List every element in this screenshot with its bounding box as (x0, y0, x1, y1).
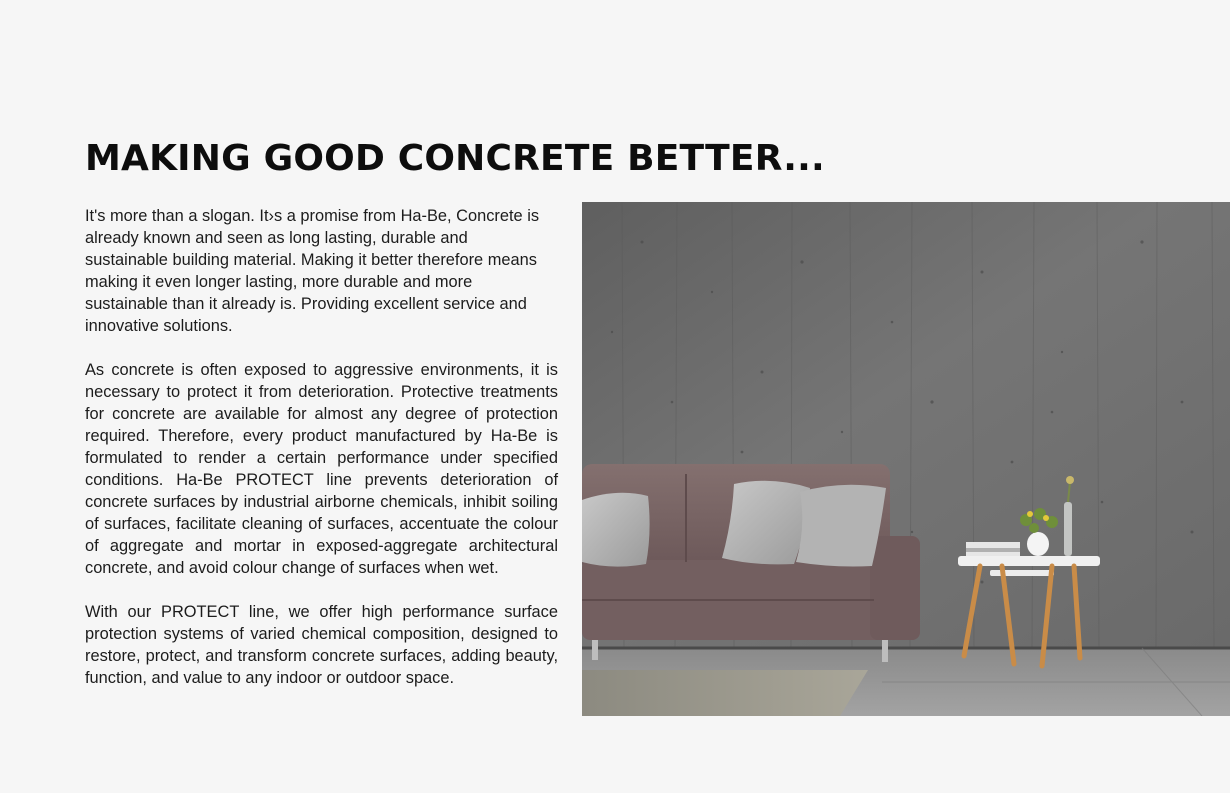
protection-paragraph: As concrete is often exposed to aggressive environments, it is necessary to protect it from deterioration. Protective treatments for concrete are available for almost any degree of protection required. Therefore, every product manufactured by Ha-Be is formulated to render a certain performance under specified conditions. Ha-Be PROTECT line prevents deterioration of concrete surfaces by industrial airborne chemicals, inhibit soiling of surfaces, facilitate cleaning of surfaces, accentuate the colour of aggregate and mortar in exposed-aggregate architectural concrete, and avoid colour change of surfaces when wet. (85, 361, 558, 577)
rug (582, 670, 868, 716)
pillows (582, 481, 886, 567)
protect-line-paragraph: With our PROTECT line, we offer high performance surface protection systems of varied chemical composition, designed to restore, protect, and transform concrete surfaces, adding beauty, function, and value to any indoor or outdoor space. (85, 603, 558, 687)
intro-paragraph: It's more than a slogan. It›s a promise from Ha-Be, Concrete is already known and seen as long lasting, durable and sustainable building material. Making it better therefore means making it even longer lasting, more durable and more sustainable than it already is. Providing excellent service and innovative solutions. (85, 207, 540, 335)
section-heading: MAKING GOOD CONCRETE BETTER... (85, 138, 825, 179)
sofa-concrete-wall-photo (582, 202, 1230, 716)
text-column (85, 205, 558, 711)
